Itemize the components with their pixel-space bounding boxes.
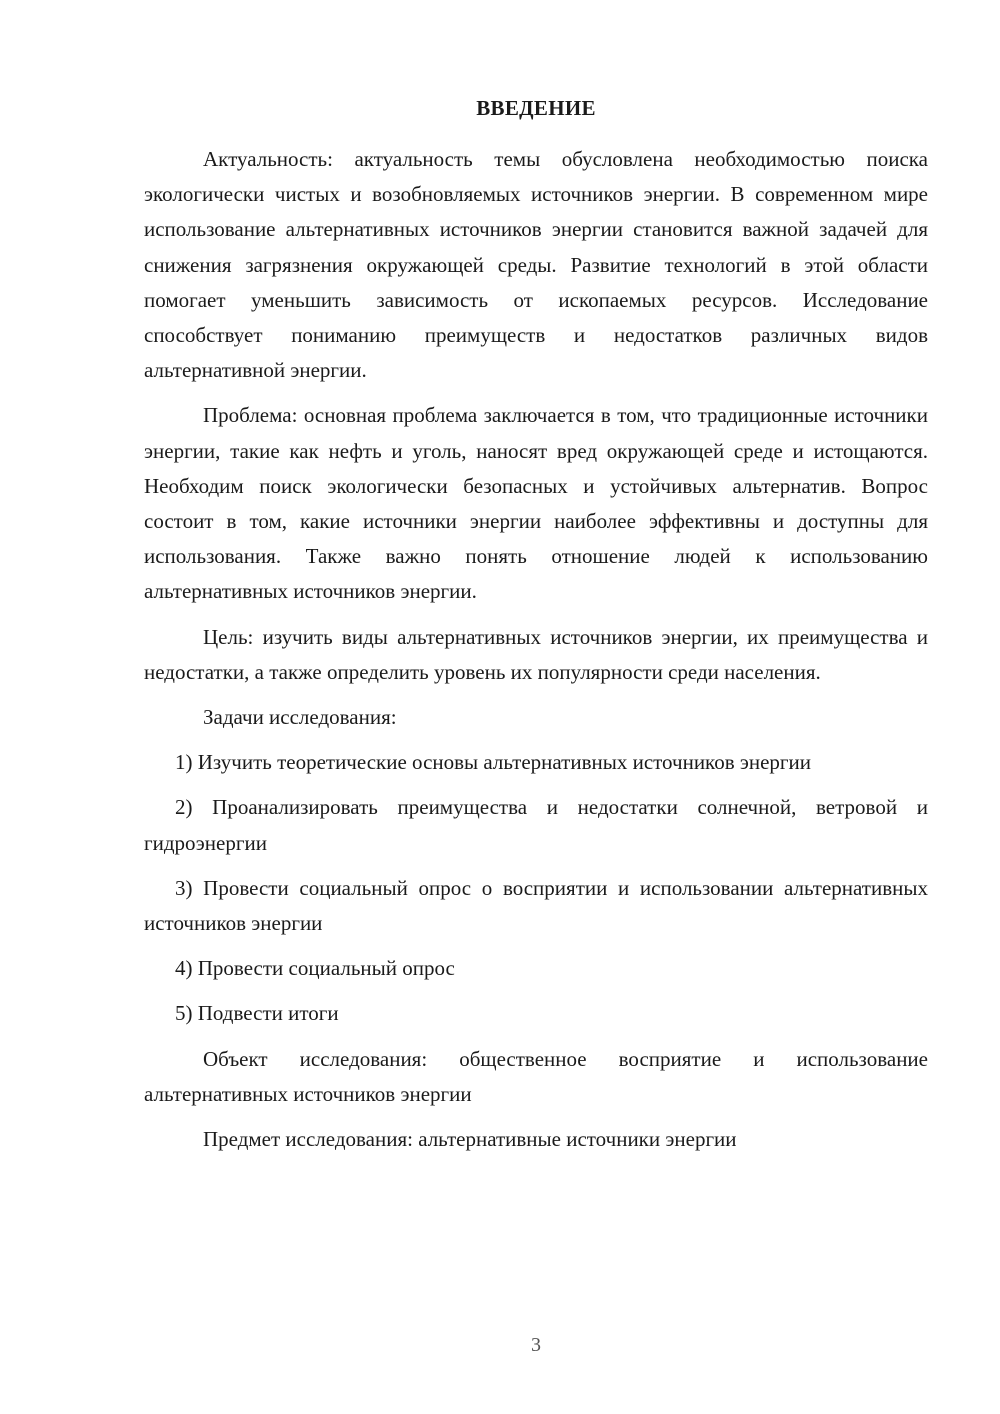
document-body — [144, 142, 928, 1167]
paragraph-subject: Предмет исследования: альтернативные источники энергии — [203, 1127, 737, 1152]
paragraph-relevance: Актуальность: актуальность темы обусловлена необходимостью поиска экологически чистых и возобновляемых источников энергии. В современном мире использование альтернативных источников энергии становится важной задачей для снижения загрязнения окружающей среды. Развитие технологий в этой области помогает уменьшить зависимость от ископаемых ресурсов. Исследование способствует пониманию преимуществ и недостатков различных видов альтернативной энергии. — [144, 147, 928, 383]
task-item-1: 1) Изучить теоретические основы альтернативных источников энергии — [175, 750, 812, 775]
tasks-heading: Задачи исследования: — [203, 705, 397, 730]
page-number: 3 — [531, 1334, 541, 1356]
paragraph-problem: Проблема: основная проблема заключается в том, что традиционные источники энергии, такие как нефть и уголь, наносят вред окружающей среде и истощаются. Необходим поиск экологически безопасных и устойчивых альтернатив. Вопрос состоит в том, какие источники энергии наиболее эффективны и доступны для использования. Также важно понять отношение людей к использованию альтернативных источников энергии. — [144, 403, 928, 604]
task-item-3: 3) Провести социальный опрос о восприятии и использовании альтернативных источников энергии — [144, 875, 928, 936]
paragraph-goal: Цель: изучить виды альтернативных источников энергии, их преимущества и недостатки, а также определить уровень их популярности среди населения. — [144, 624, 928, 684]
task-item-4: 4) Провести социальный опрос — [175, 956, 455, 981]
task-item-5: 5) Подвести итоги — [175, 1001, 339, 1026]
task-item-2: 2) Проанализировать преимущества и недостатки солнечной, ветровой и гидроэнергии — [144, 795, 928, 855]
paragraph-object: Объект исследования: общественное восприятие и использование альтернативных источников энергии — [144, 1046, 928, 1106]
page-title: ВВЕДЕНИЕ — [476, 96, 596, 120]
